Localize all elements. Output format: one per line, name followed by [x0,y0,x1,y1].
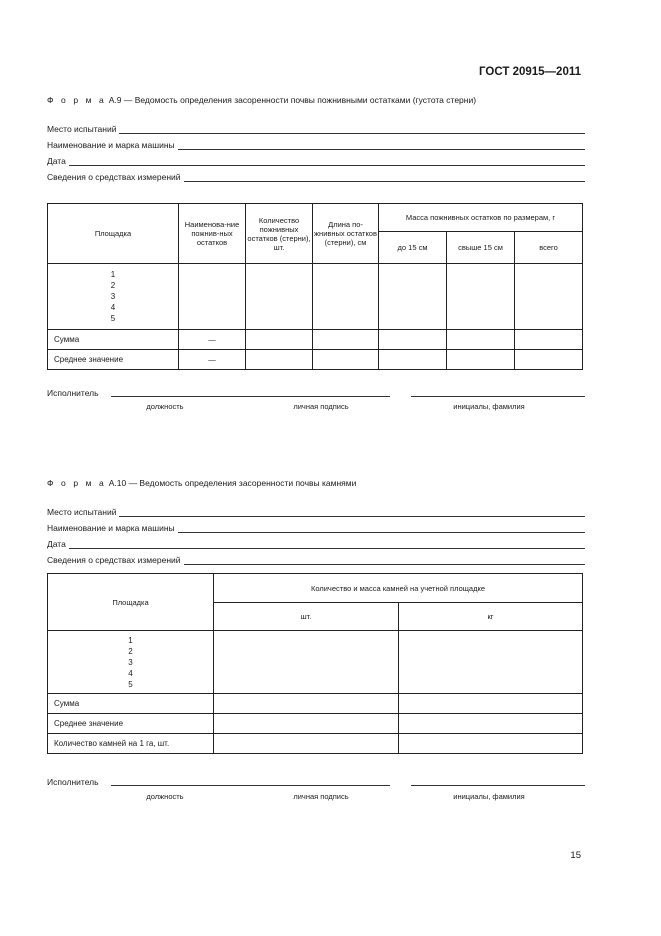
row-label-sum: Сумма [48,694,214,714]
field-label: Наименование и марка машины [47,523,175,533]
signature-line[interactable] [250,395,390,397]
field-line[interactable] [178,523,585,533]
table-cell[interactable] [399,734,583,754]
table-cell[interactable] [214,631,399,694]
plot-numbers [48,631,214,694]
header-plot: Площадка [48,204,179,264]
table-cell[interactable] [246,264,313,330]
header-kg: кг [399,603,583,631]
table-cell[interactable] [399,694,583,714]
header-stones: Количество и масса камней на учетной площадке [214,574,583,603]
dash-cell: — [179,350,246,370]
field-label: Сведения о средствах измерений [47,172,181,182]
plot-number: 2 [128,646,133,656]
row-label-sum: Сумма [48,330,179,350]
plot-number: 1 [110,270,116,279]
row-label-stones-per-ha: Количество камней на 1 га, шт. [48,734,214,754]
table-cell[interactable] [379,330,447,350]
table-row [48,714,583,734]
table-row [48,330,583,350]
header-mass-up-to-15: до 15 см [379,232,447,264]
signature-row-a9 [47,387,585,399]
field-machine-name[interactable] [47,521,585,533]
form-a9-title-text: А.9 — Ведомость определения засоренности почвы пожнивными остатками (густота стерни) [108,95,477,105]
table-row [48,631,583,694]
table-row [48,350,583,370]
plot-number: 5 [110,314,116,323]
table-cell[interactable] [313,330,379,350]
header-residue-mass: Масса пожнивных остатков по размерам, г [379,204,583,232]
table-cell[interactable] [379,350,447,370]
field-machine-name[interactable] [47,138,585,150]
plot-number: 2 [110,281,116,290]
header-mass-over-15: свыше 15 см [447,232,515,264]
form-word: Ф о р м а [47,478,107,488]
field-label: Сведения о средствах измерений [47,555,181,565]
field-line[interactable] [184,555,585,565]
form-a9-table [47,203,583,370]
caption-signature: личная подпись [293,402,349,411]
table-row [48,694,583,714]
page-number: 15 [570,850,581,861]
field-date[interactable] [47,537,585,549]
field-date[interactable] [47,154,585,166]
position-line[interactable] [111,784,270,786]
form-a10-title-text: А.10 — Ведомость определения засоренности почвы камнями [108,478,357,488]
caption-position: должность [146,402,184,411]
full-name-line[interactable] [411,395,585,397]
field-line[interactable] [184,172,585,182]
plot-number: 1 [128,635,133,645]
table-cell[interactable] [246,330,313,350]
field-line[interactable] [119,124,585,134]
field-label: Наименование и марка машины [47,140,175,150]
table-cell[interactable] [447,330,515,350]
caption-position: должность [146,792,184,801]
table-cell[interactable] [399,714,583,734]
table-cell[interactable] [179,264,246,330]
field-line[interactable] [69,539,585,549]
caption-full-name: инициалы, фамилия [453,402,525,411]
table-cell[interactable] [447,350,515,370]
table-row [48,264,583,330]
table-cell[interactable] [399,631,583,694]
form-word: Ф о р м а [47,95,107,105]
table-cell[interactable] [313,350,379,370]
plot-number: 4 [110,303,116,312]
plot-number: 4 [128,668,133,678]
plot-number: 3 [110,292,116,301]
full-name-line[interactable] [411,784,585,786]
header-pieces: шт. [214,603,399,631]
table-cell[interactable] [515,264,583,330]
form-a10-title [47,478,356,488]
field-line[interactable] [69,156,585,166]
signature-row-a10 [47,776,585,788]
plot-number: 5 [128,679,133,689]
standard-number: ГОСТ 20915—2011 [479,66,581,78]
field-measurement-means[interactable] [47,553,585,565]
table-cell[interactable] [214,694,399,714]
form-a10-table [47,573,583,754]
dash-cell: — [179,330,246,350]
field-label: Место испытаний [47,124,117,134]
field-test-site[interactable] [47,122,585,134]
table-row [48,734,583,754]
field-line[interactable] [119,507,585,517]
position-line[interactable] [111,395,270,397]
header-residue-length: Длина по-жнивных остатков (стерни), см [313,204,379,264]
table-cell[interactable] [447,264,515,330]
table-cell[interactable] [214,734,399,754]
signature-line[interactable] [250,784,390,786]
plot-numbers [48,264,179,330]
header-residue-count: Количество пожнивных остатков (стерни), шт. [246,204,313,264]
caption-signature: личная подпись [293,792,349,801]
table-cell[interactable] [246,350,313,370]
field-label: Дата [47,539,66,549]
caption-full-name: инициалы, фамилия [453,792,525,801]
field-line[interactable] [178,140,585,150]
header-mass-total: всего [515,232,583,264]
table-cell[interactable] [313,264,379,330]
row-label-average: Среднее значение [48,350,179,370]
header-plot: Площадка [48,574,214,631]
row-label-average: Среднее значение [48,714,214,734]
form-a9-title [47,95,476,105]
plot-number: 3 [128,657,133,667]
table-cell[interactable] [379,264,447,330]
header-residue-name: Наименова-ние пожнив-ных остатков [179,204,246,264]
field-label: Дата [47,156,66,166]
field-test-site[interactable] [47,505,585,517]
table-cell[interactable] [214,714,399,734]
signature-label: Исполнитель [47,777,99,787]
field-label: Место испытаний [47,507,117,517]
table-cell[interactable] [515,330,583,350]
signature-label: Исполнитель [47,388,99,398]
field-measurement-means[interactable] [47,170,585,182]
table-cell[interactable] [515,350,583,370]
